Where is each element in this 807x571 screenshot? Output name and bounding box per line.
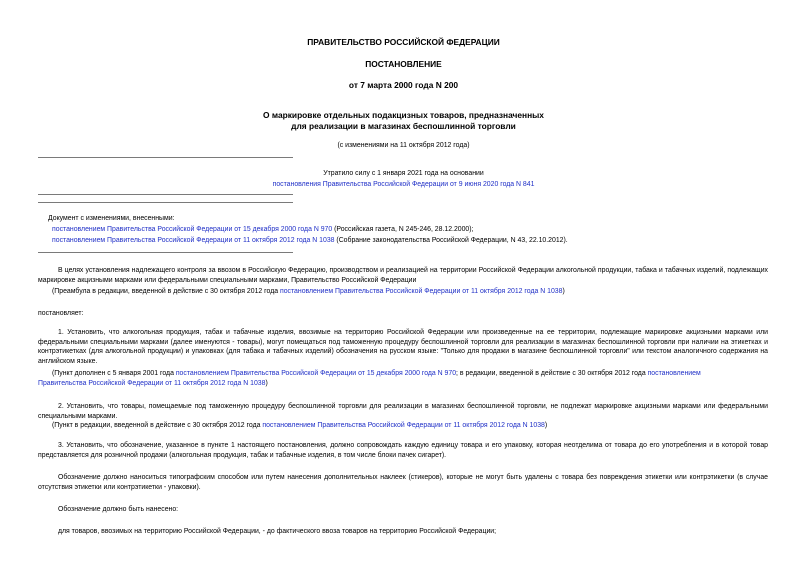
amendment-link[interactable]: постановлением Правительства Российской Федерации от 11 октября 2012 года N 1038: [52, 237, 335, 244]
paragraph-1-note: (Пункт дополнен с 5 января 2001 года постановлением Правительства Российской Федерации от 15 декабря 2000 года N 970; в редакции, введенной в действие с 30 октября 2012 года постановлением: [52, 370, 701, 377]
decides-label: постановляет:: [38, 310, 84, 317]
document-title-line-1: О маркировке отдельных подакцизных товаров, предназначенных: [263, 110, 544, 120]
paragraph-1-note-link-2-cont[interactable]: Правительства Российской Федерации от 11 октября 2012 года N 1038: [38, 380, 266, 387]
preamble-note-link[interactable]: постановлением Правительства Российской Федерации от 11 октября 2012 года N 1038: [279, 288, 563, 295]
divider: [38, 252, 293, 253]
paragraph-5: Обозначение должно быть нанесено:: [58, 506, 179, 513]
divider: [38, 202, 293, 203]
preamble-text: В целях установления надлежащего контроля за ввозом в Российскую Федерацию, производством и реализацией на территории Российской Федерации алкогольной продукции, табака и табачных изделий, подлежащих маркировке акцизными марками или федеральными специальными марками, Правительство Российской Федерации: [38, 267, 768, 284]
paragraph-1-note-cont: Правительства Российской Федерации от 11 октября 2012 года N 1038): [38, 380, 268, 387]
paragraph-2-note-link[interactable]: постановлением Правительства Российской Федерации от 11 октября 2012 года N 1038: [262, 422, 545, 429]
paragraph-1-note-link-2[interactable]: постановлением: [647, 370, 701, 377]
amendment-item: постановлением Правительства Российской Федерации от 11 октября 2012 года N 1038 (Собрание законодательства Российской Федерации, N 43, 22.10.2012).: [52, 237, 568, 244]
paragraph-3: 3. Установить, что обозначение, указанное в пункте 1 настоящего постановления, должно сопровождать каждую единицу товара и его упаковку, которая неотделима от товара до его употребления и в которой товар представляется для розничной продажи (алкогольная продукция, табак и табачные изделия, в том числе блоки пачек сигарет).: [38, 442, 768, 459]
lost-force-line: Утратило силу с 1 января 2021 года на основании: [323, 170, 484, 177]
paragraph-6: для товаров, ввозимых на территорию Российской Федерации, - до фактического ввоза товаров на территорию Российской Федерации;: [58, 528, 497, 535]
amendment-date-note: (с изменениями на 11 октября 2012 года): [337, 142, 470, 149]
paragraph-2: 2. Установить, что товары, помещаемые под таможенную процедуру беспошлинной торговли для реализации в магазинах беспошлинной торговли, не подлежат маркировке акцизными марками или федеральными специальными марками.: [38, 403, 768, 420]
document-title-line-2: для реализации в магазинах беспошлинной торговли: [291, 121, 516, 131]
document-type: ПОСТАНОВЛЕНИЕ: [365, 59, 442, 69]
paragraph-1: 1. Установить, что алкогольная продукция, табак и табачные изделия, ввозимые на территорию Российской Федерации или произведенные на ее территории, подлежащие маркировке акцизными марками или федеральными специальными марками (далее именуются - товары), могут помещаться под таможенную процедуру беспошлинной торговли для реализации в магазинах беспошлинной торговли при наличии на этикетках и контрэтикетках (для алкогольной продукции) и упаковках (для табака и табачных изделий) обозначения на русском языке: "Только для продажи в магазине беспошлинной торговли" или текстом аналогичного содержания на английском языке.: [38, 329, 768, 365]
paragraph-4: Обозначение должно наноситься типографским способом или путем нанесения дополнительных наклеек (стикеров), которые не могут быть удалены с товара без повреждения этикетки или контрэтикетки (в случае отсутствия этикетки или контрэтикетки - упаковки).: [38, 474, 768, 491]
divider: [38, 194, 293, 195]
paragraph-2-note: (Пункт в редакции, введенной в действие с 30 октября 2012 года постановлением Правительства Российской Федерации от 11 октября 2012 года N 1038): [52, 422, 548, 429]
issuing-authority: ПРАВИТЕЛЬСТВО РОССИЙСКОЙ ФЕДЕРАЦИИ: [307, 37, 500, 47]
document-date-number: от 7 марта 2000 года N 200: [348, 80, 459, 90]
divider: [38, 157, 293, 158]
amendments-intro: Документ с изменениями, внесенными:: [48, 215, 175, 222]
amendment-item: постановлением Правительства Российской Федерации от 15 декабря 2000 года N 970 (Российская газета, N 245-246, 28.12.2000);: [52, 226, 474, 233]
amendment-link[interactable]: постановлением Правительства Российской Федерации от 15 декабря 2000 года N 970: [52, 226, 333, 233]
lost-force-link[interactable]: постановления Правительства Российской Федерации от 9 июня 2020 года N 841: [272, 181, 535, 188]
preamble-note: (Преамбула в редакции, введенной в действие с 30 октября 2012 года постановлением Правительства Российской Федерации от 11 октября 2012 года N 1038): [52, 288, 565, 295]
paragraph-1-note-link[interactable]: постановлением Правительства Российской Федерации от 15 декабря 2000 года N 970: [175, 370, 457, 377]
